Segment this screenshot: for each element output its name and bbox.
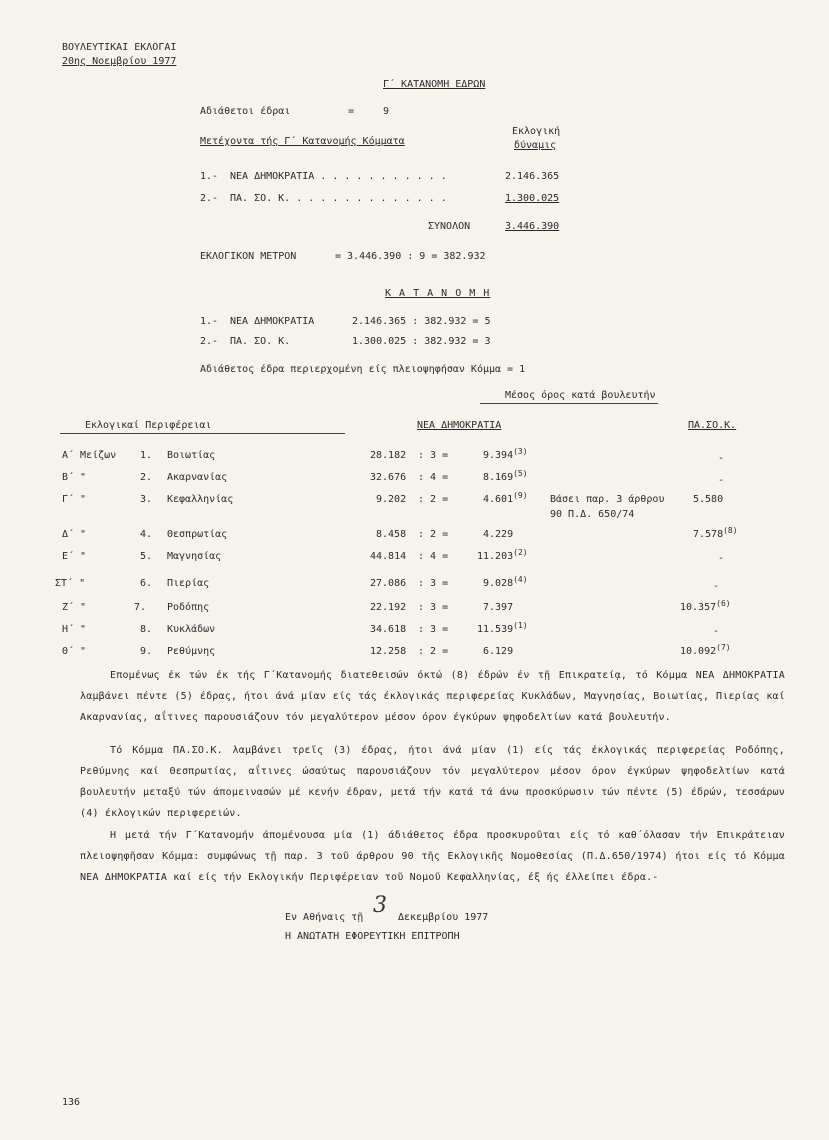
- katanomi-calc: 1.300.025 : 382.932 = 3: [352, 336, 491, 347]
- katanomi-calc: 2.146.365 : 382.932 = 5: [352, 316, 491, 327]
- row-rank: Θ΄ ": [62, 646, 87, 657]
- parties-header-right2: δύναμις: [514, 140, 557, 151]
- row-div: : 3 =: [418, 624, 449, 635]
- row-num: 4.: [140, 529, 153, 540]
- paragraph-1: Επομένως έκ τών έκ τής Γ΄Κατανομής διατεθεισών όκτώ (8) έδρών έν τῇ Επικρατείᾳ, τό Κόμμα ΝΕΑ ΔΗΜΟΚΡΑΤΙΑ λαμβάνει πέντε (5) έδρας, ήτοι άνά μίαν είς τάς έκλογικάς περιφερείας Κυκλάδων, Μαγνησίας, Βοιωτίας, Πιερίας καί Ακαρνανίας, αΐτινες παρουσιάζουν τόν μεγαλύτερον μέσον όρον έγκύρων ψηφοδελτίων κατά βουλευτήν.: [80, 670, 785, 723]
- row-mean: [483, 575, 528, 590]
- rank-sup: (9): [513, 491, 528, 500]
- side-note-1: Βάσει παρ. 3 άρθρου: [550, 494, 665, 505]
- col-region: Εκλογικαί Περιφέρειαι: [85, 420, 212, 431]
- row-pasok: -: [718, 553, 725, 564]
- total-label: ΣΥΝΟΛΟΝ: [428, 221, 471, 232]
- metron-formula: = 3.446.390 : 9 = 382.932: [335, 251, 486, 262]
- row-rank: ΣΤ΄ ": [55, 578, 86, 589]
- row-div: : 3 =: [418, 450, 449, 461]
- metron-label: ΕΚΛΟΓΙΚΟΝ ΜΕΤΡΟΝ: [200, 251, 297, 262]
- row-rank: Ε΄ ": [62, 551, 87, 562]
- paragraph-2: Τό Κόμμα ΠΑ.ΣΟ.Κ. λαμβάνει τρεῖς (3) έδρας, ήτοι άνά μίαν (1) είς τάς έκλογικάς περιφερείας Ροδόπης, Ρεθύμνης καί Θεσπρωτίας, αΐτινες ώσαύτως παρουσιάζουν τόν μεγαλύτερον μέσον όρον έγκύρων ψηφοδελτίων κατά βουλευτήν μεταξύ τών άπομεινασών μέ κενήν έδραν, μετά τήν κατά τά άνω προσκύρωσιν τών πέντε (5) έδρών, τεσσάρων (4) έκλογικών περιφερειών.: [80, 745, 785, 819]
- row-pasok: 5.580: [693, 494, 724, 505]
- row-votes: 27.086: [370, 578, 407, 589]
- row-num: 6.: [140, 578, 153, 589]
- row-div: : 4 =: [418, 472, 449, 483]
- row-mean: [483, 469, 528, 484]
- committee-name: Η ΑΝΩΤΑΤΗ ΕΦΟΡΕΥΤΙΚΗ ΕΠΙΤΡΟΠΗ: [285, 931, 460, 942]
- row-pasok: [680, 643, 731, 658]
- row-votes: 9.202: [376, 494, 407, 505]
- row-name: Ακαρνανίας: [167, 472, 228, 483]
- katanomi-note: Αδιάθετος έδρα περιερχομένη είς πλειοψηφήσαν Κόμμα = 1: [200, 364, 526, 375]
- row-name: Ρεθύμνης: [167, 646, 216, 657]
- mean-value: 11.203: [477, 551, 514, 562]
- mean-value: 11.539: [477, 624, 514, 635]
- parties-header-left: Μετέχοντα τής Γ΄ Κατανομής Κόμματα: [200, 136, 405, 147]
- pasok-rank-sup: (8): [723, 526, 738, 535]
- mean-value: 6.129: [483, 646, 514, 657]
- row-votes: 28.182: [370, 450, 407, 461]
- rank-sup: (5): [513, 469, 528, 478]
- row-mean: [483, 602, 513, 614]
- party-num: 2.-: [200, 193, 219, 204]
- katanomi-title: Κ Α Τ Α Ν Ο Μ Η: [385, 288, 491, 299]
- row-mean: [483, 491, 528, 506]
- col-pasok: ΠΑ.ΣΟ.Κ.: [688, 420, 737, 431]
- closing-month-year: Δεκεμβρίου 1977: [398, 912, 489, 923]
- row-div: : 2 =: [418, 494, 449, 505]
- mean-value: 8.169: [483, 472, 514, 483]
- row-name: Κυκλάδων: [167, 624, 216, 635]
- unallocated-eq: =: [348, 106, 355, 117]
- row-num: 7.: [134, 602, 147, 613]
- row-pasok: [693, 526, 738, 541]
- row-name: Ροδόπης: [167, 602, 210, 613]
- mean-value: 9.394: [483, 450, 514, 461]
- rank-sup: (1): [513, 621, 528, 630]
- pasok-value: 10.092: [680, 646, 717, 657]
- row-name: Κεφαλληνίας: [167, 494, 234, 505]
- page-number: 136: [62, 1097, 81, 1108]
- party-votes: 1.300.025: [505, 193, 560, 204]
- katanomi-num: 1.-: [200, 316, 219, 327]
- row-mean: [483, 447, 528, 462]
- katanomi-name: ΠΑ. ΣΟ. Κ.: [230, 336, 291, 347]
- rank-sup: (2): [513, 548, 528, 557]
- row-votes: 34.618: [370, 624, 407, 635]
- row-rank: Η΄ ": [62, 624, 87, 635]
- row-num: 5.: [140, 551, 153, 562]
- row-pasok: -: [713, 626, 720, 637]
- row-mean: [477, 548, 528, 563]
- row-votes: 44.814: [370, 551, 407, 562]
- row-div: : 3 =: [418, 602, 449, 613]
- pasok-rank-sup: (6): [716, 599, 731, 608]
- row-pasok: -: [713, 581, 720, 592]
- total-value: 3.446.390: [505, 221, 560, 232]
- row-mean: [483, 646, 513, 658]
- row-pasok: [680, 599, 731, 614]
- parties-header-right1: Εκλογική: [512, 126, 561, 137]
- row-rank: Ζ΄ ": [62, 602, 87, 613]
- row-rank: Α΄ Μείζων: [62, 450, 117, 461]
- header-line1: ΒΟΥΛΕΥΤΙΚΑΙ ΕΚΛΟΓΑΙ: [62, 42, 177, 53]
- row-rank: Δ΄ ": [62, 529, 87, 540]
- closing-day-handwritten: 3: [373, 893, 387, 918]
- party-num: 1.-: [200, 171, 219, 182]
- unallocated-value: 9: [383, 106, 390, 117]
- col-nd: ΝΕΑ ΔΗΜΟΚΡΑΤΙΑ: [417, 420, 502, 431]
- mean-value: 7.397: [483, 602, 514, 613]
- pasok-value: 10.357: [680, 602, 717, 613]
- row-num: 1.: [140, 450, 153, 461]
- rank-sup: (4): [513, 575, 528, 584]
- row-rank: Γ΄ ": [62, 494, 87, 505]
- unallocated-label: Αδιάθετοι έδραι: [200, 106, 291, 117]
- row-num: 3.: [140, 494, 153, 505]
- katanomi-name: ΝΕΑ ΔΗΜΟΚΡΑΤΙΑ: [230, 316, 315, 327]
- closing-place: Εν Αθήναις τῇ: [285, 912, 364, 923]
- katanomi-num: 2.-: [200, 336, 219, 347]
- row-rank: Β΄ ": [62, 472, 87, 483]
- row-mean: [483, 529, 513, 541]
- row-votes: 32.676: [370, 472, 407, 483]
- row-num: 8.: [140, 624, 153, 635]
- header-line2: 20ης Νοεμβρίου 1977: [62, 56, 177, 67]
- mean-value: 4.601: [483, 494, 514, 505]
- party-name: ΠΑ. ΣΟ. Κ. . . . . . . . . . . . . .: [230, 193, 447, 204]
- party-votes: 2.146.365: [505, 171, 560, 182]
- row-name: Θεσπρωτίας: [167, 529, 228, 540]
- row-num: 2.: [140, 472, 153, 483]
- pasok-rank-sup: (7): [716, 643, 731, 652]
- pasok-value: 7.578: [693, 529, 724, 540]
- row-name: Μαγνησίας: [167, 551, 222, 562]
- party-name: ΝΕΑ ΔΗΜΟΚΡΑΤΙΑ . . . . . . . . . . .: [230, 171, 447, 182]
- paragraph-3: Η μετά τήν Γ΄Κατανομήν άπομένουσα μία (1) άδιάθετος έδρα προσκυροῦται είς τό καθ΄όλασαν τήν Επικράτειαν πλειοψηφῆσαν Κόμμα: συμφώνως τῇ παρ. 3 τοῦ άρθρου 90 τῆς Εκλογικῆς Νομοθεσίας (Π.Δ.650/1974) ήτοι είς τό Κόμμα ΝΕΑ ΔΗΜΟΚΡΑΤΙΑ καί είς τήν Εκλογικήν Περιφέρειαν τοῦ Νομοῦ Κεφαλληνίας, έξ ής έλλείπει έδρα.-: [80, 830, 785, 883]
- row-votes: 12.258: [370, 646, 407, 657]
- row-div: : 2 =: [418, 646, 449, 657]
- mean-value: 9.028: [483, 578, 514, 589]
- col-region-rule: [60, 433, 345, 434]
- row-name: Πιερίας: [167, 578, 210, 589]
- row-div: : 4 =: [418, 551, 449, 562]
- rank-sup: (3): [513, 447, 528, 456]
- side-note-2: 90 Π.Δ. 650/74: [550, 509, 635, 520]
- row-votes: 22.192: [370, 602, 407, 613]
- row-votes: 8.458: [376, 529, 407, 540]
- row-div: : 2 =: [418, 529, 449, 540]
- row-pasok: -: [718, 453, 725, 464]
- mean-header-rule: [480, 403, 658, 404]
- mean-value: 4.229: [483, 529, 514, 540]
- row-div: : 3 =: [418, 578, 449, 589]
- row-mean: [477, 621, 528, 636]
- row-name: Βοιωτίας: [167, 450, 216, 461]
- row-num: 9.: [140, 646, 153, 657]
- mean-header: Μέσος όρος κατά βουλευτήν: [505, 390, 656, 401]
- row-pasok: -: [718, 475, 725, 486]
- page-title: Γ΄ ΚΑΤΑΝΟΜΗ ΕΔΡΩΝ: [383, 79, 486, 90]
